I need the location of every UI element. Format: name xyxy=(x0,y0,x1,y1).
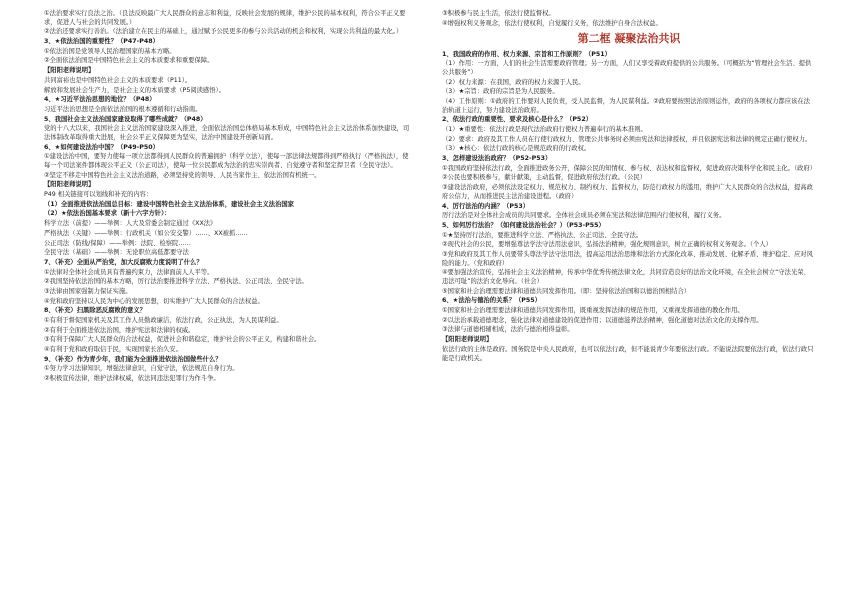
right-top-block xyxy=(442,10,816,28)
paragraph: ④要加强法治宣传，弘扬社会主义法治精神，传承中华优秀传统法律文化，共同营造良好的法治文化环境，在全社会树立“守法光荣、违法可耻”的法治文化导向。（社会） xyxy=(442,269,810,286)
paragraph: ③法律由国家强制力保证实施。 xyxy=(44,287,132,295)
section-heading: 1、我国政府的作用、权力来源、宗旨和工作原则？（P51） xyxy=(442,50,611,58)
paragraph: 共同富裕也是中国特色社会主义的本质要求（P11）。 xyxy=(44,76,192,84)
section-heading: 6、★如何建设法治中国？（P49-P50） xyxy=(44,143,159,151)
section-heading: 3、怎样建设法治政府？（P52-P53） xyxy=(442,155,552,163)
paragraph: ②全面依法治国是中国特色社会主义的本质要求和重要保障。 xyxy=(44,57,214,65)
paragraph: ②有利于全面推进依法治国，维护宪法和法律的权威。 xyxy=(44,326,195,334)
paragraph: 严格执法（关键）——举例：行政机关（如公安交警）……、XX被抓…… xyxy=(44,229,248,237)
paragraph: （3）★核心：依法行政的核心是规范政府的行政权。 xyxy=(442,145,591,153)
paragraph: ③建设法治政府，必须依法设定权力、规范权力、制约权力、监督权力，防范行政权力的滥用，维护广大人民群众的合法权益，提高政府公信力，从而推进民主法治建设进程。（政府） xyxy=(442,184,813,200)
section-heading: 【阳阳老师说明】 xyxy=(44,181,95,189)
paragraph: ①★坚持厉行法治，要推进科学立法、严格执法、公正司法、全民守法。 xyxy=(442,231,643,239)
paragraph: ③积极参与民主生活，依法行使监督权。 xyxy=(442,10,555,17)
paragraph: ⑤国家和社会治理需要法律和道德共同发挥作用。（即：坚持依法治国和以德治国相结合） xyxy=(442,287,691,295)
section-heading: （1）全面推进依法治国总目标：建设中国特色社会主义法治体系，建设社会主义法治国家 xyxy=(44,200,294,208)
section-heading: 5、如何厉行法治？（如何建设法治社会？）（P53-P55） xyxy=(442,221,605,229)
paragraph: ②法治还要求实行善治。（法治建立在民主的基础上，通过赋予公民更多的参与公共活动的机会和权利，实现公共利益的最大化。） xyxy=(44,28,403,36)
section-title: 第二框 凝聚法治共识 xyxy=(577,32,681,46)
section-heading: 【阳阳老师说明】 xyxy=(442,336,493,344)
paragraph: ②以法治承载道德理念，强化法律对道德建设的促进作用；以道德滋养法治精神，强化道德对法治文化的支撑作用。 xyxy=(442,316,763,324)
paragraph: 党的十八大以来，我国社会主义法治国家建设深入推进，全面依法治国总体格局基本形成，中国特色社会主义法治体系加快建设，司法体制改革取得重大进展，社会公平正义保障更为坚实，法治中国建设开创新局面。 xyxy=(44,125,410,141)
paragraph: ③有利于保障广大人民群众的合法权益，促进社会和谐稳定，维护社会的公平正义，构建和谐社会。 xyxy=(44,336,321,344)
paragraph: ①法律对全体社会成员具有普遍约束力，法律面前人人平等。 xyxy=(44,268,214,276)
section-heading: 4、厉行法治的内涵？（P53） xyxy=(442,202,530,210)
paragraph: （2）要求：政府及其工作人员在行使行政权力、管理公共事务时必须由宪法和法律授权，并且依据宪法和法律的规定正确行使权力。 xyxy=(442,135,812,143)
section-heading: 3、★依法治国的重要性？（P47-P48） xyxy=(44,38,159,46)
paragraph: 习近平法治思想是全面依法治国的根本遵循和行动指南。 xyxy=(44,105,202,113)
paragraph: ①国家和社会治理需要法律和道德共同发挥作用，既重视发挥法律的规范作用，又重视发挥道德的教化作用。 xyxy=(442,307,744,315)
paragraph: ②我国坚持依法治国的基本方略，厉行法治要推进科学立法、严格执法、公正司法、全民守法。 xyxy=(44,278,308,286)
paragraph: ③党和政府及其工作人员要带头尊法学法守法用法，提高运用法治思维和法治方式深化改革、推动发展、化解矛盾、维护稳定、应对风险的能力。（党和政府） xyxy=(442,250,813,267)
paragraph: ②坚定不移走中国特色社会主义法治道路，必须坚持党的领导、人民当家作主、依法治国有机统一。 xyxy=(44,171,321,179)
section-heading: 【阳阳老师说明】 xyxy=(44,67,95,75)
paragraph: 依法行政的主体是政府。国务院是中央人民政府，也可以依法行政，但不能说青少年要依法行政。不能说法院要依法行政，依法行政只能是行政机关。 xyxy=(442,345,814,362)
paragraph: ①建设法治中国，要努力使每一项立法都得到人民群众的普遍拥护（科学立法），使每一部法律法规都得到严格执行（严格执法），使每一个司法案件都体现公平正义（公正司法），使每一位公民都成为法治的忠实崇尚者、自觉遵守者和坚定捍卫者（全民守法）。 xyxy=(44,153,409,169)
paragraph: ④党和政府坚持以人民为中心的发展思想，切实维护广大人民群众的合法权益。 xyxy=(44,297,264,305)
left-column xyxy=(44,10,412,385)
paragraph: ④有利于党和政府取信于民，实现国家长治久安。 xyxy=(44,346,182,354)
paragraph: ③法律与道德相辅相成，法治与德治相得益彰。 xyxy=(442,326,574,334)
paragraph: （3）★宗旨：政府的宗旨是为人民服务。 xyxy=(442,88,559,96)
paragraph: P49 相关链接可以划线和补充的内容： xyxy=(44,191,153,199)
paragraph: （1）★重要性：依法行政是现代法治政府行使权力普遍奉行的基本准则。 xyxy=(442,126,647,134)
section-heading: 8、（补充）扫黑除恶反腐败的意义？ xyxy=(44,307,146,315)
section-heading: 4、★习近平法治思想的地位？（P48） xyxy=(44,96,156,104)
paragraph: 厉行法治是对全体社会成员的共同要求。全体社会成员必须在宪法和法律范围内行使权利，履行义务。 xyxy=(442,212,726,220)
paragraph: ②公民也要积极参与，献计献策，主动监督，促进政府依法行政。（公民） xyxy=(442,174,646,182)
paragraph: 公正司法（防线/保障）——举例：法院、检察院…… xyxy=(44,239,191,247)
paragraph: 科学立法（前提）——举例：人大及常委会制定通过《XX法》 xyxy=(44,220,217,228)
section-heading: 7、（补充）全面从严治党，加大反腐败力度说明了什么？ xyxy=(44,258,203,266)
section-heading: 6、★法治与德治的关系？（P55） xyxy=(442,297,541,305)
right-main-block xyxy=(442,51,816,364)
paragraph: ①我国政府坚持依法行政，全面推进政务公开，保障公民的知情权、参与权、表达权和监督权，促进政府决策科学化和民主化。（政府） xyxy=(442,164,817,172)
paragraph: 全民守法（基础）——举例：无论职位高低都要守法 xyxy=(44,249,189,257)
paragraph: ②现代社会的公民，要增强尊法学法守法用法意识，弘扬法治精神，强化规则意识，树立正确的权利义务观念。（个人） xyxy=(442,241,772,249)
paragraph: ②积极宣传法律，维护法律权威，依法同违法犯罪行为作斗争。 xyxy=(44,375,220,383)
paragraph: ①努力学习法律知识，增强法律意识，自觉守法，依法规范自身行为。 xyxy=(44,365,239,373)
section-heading: （2）★依法治国基本要求（新十六字方针）： xyxy=(44,210,171,218)
section-heading: 5、我国社会主义法治国家建设取得了哪些成就？（P48） xyxy=(44,115,207,123)
section-heading: 9、（补充）作为青少年，我们能为全面推进依法治国做些什么？ xyxy=(44,355,222,363)
section-heading: 2、依法行政的重要性、要求及核心是什么？（P52） xyxy=(442,116,592,124)
paragraph: ①有利于督促国家机关及其工作人员勤政廉洁，依法行政，公正执法，为人民谋利益。 xyxy=(44,317,283,324)
paragraph: （1）作用：一方面，人们的社会生活需要政府管理；另一方面，人们又享受着政府提供的公共服务。（可概括为“管理社会生活、提供公共服务”） xyxy=(442,60,812,76)
paragraph: ④增强权利义务观念，依法行使权利，自觉履行义务，依法维护自身合法权益。 xyxy=(442,19,662,27)
paragraph: （4）工作原则：①政府的工作要对人民负责，受人民监督，为人民谋利益。②政府要按照法治原则运作，政府的各项权力都应该在法治轨道上运行，努力建设法治政府。 xyxy=(442,97,810,114)
paragraph: ①依法治国是党领导人民治理国家的基本方略。 xyxy=(44,47,176,55)
paragraph: 解放和发展社会生产力，是社会主义的本质要求（P5阅读感悟）。 xyxy=(44,86,225,94)
paragraph: ①法治要求实行良法之治。（良法反映最广大人民群众的意志和利益，反映社会发展的规律，维护公民的基本权利，符合公平正义要求，促进人与社会的共同发展。） xyxy=(44,10,406,26)
paragraph: （2）权力来源：在我国，政府的权力来源于人民。 xyxy=(442,78,585,86)
right-column xyxy=(442,10,816,364)
